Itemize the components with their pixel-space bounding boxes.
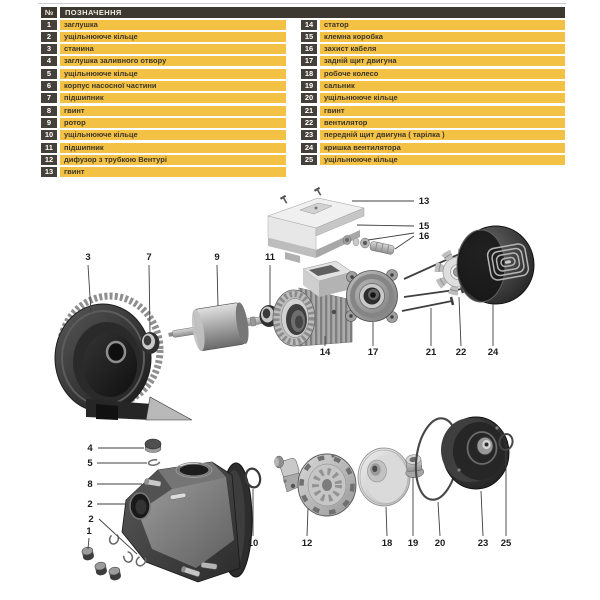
- table-row: [301, 20, 565, 30]
- part-number-cell: 23: [301, 130, 317, 140]
- callout-19: 19: [407, 538, 419, 550]
- part-label-cell: заглушка: [60, 20, 286, 30]
- table-row: [41, 118, 286, 128]
- part-number-cell: 24: [301, 143, 317, 153]
- part-number-cell: 1: [41, 20, 57, 30]
- part-12-diffuser-venturi: [274, 454, 356, 516]
- part-19-seal: [404, 454, 424, 479]
- part-4-fill-plug: [145, 439, 161, 453]
- part-number-cell: 21: [301, 106, 317, 116]
- part-label-cell: робоче колесо: [320, 69, 565, 79]
- table-header-num: №: [41, 7, 57, 18]
- table-row: [301, 93, 565, 103]
- callout-17: 17: [367, 347, 379, 359]
- table-row: [41, 167, 286, 177]
- callout-16: 16: [418, 231, 430, 243]
- table-row: [301, 155, 565, 165]
- part-number-cell: 2: [41, 32, 57, 42]
- part-label-cell: корпус насосної частини: [60, 81, 286, 91]
- table-row: [301, 69, 565, 79]
- callout-24: 24: [487, 347, 499, 359]
- callout-7: 7: [146, 252, 152, 264]
- part-9-rotor: [165, 299, 266, 356]
- part-18-impeller: [358, 448, 410, 506]
- table-row: [301, 118, 565, 128]
- exploded-view-diagram: [0, 185, 600, 600]
- part-number-cell: 10: [41, 130, 57, 140]
- part-label-cell: статор: [320, 20, 565, 30]
- table-row: [301, 81, 565, 91]
- part-5-oring: [148, 459, 160, 466]
- part-number-cell: 19: [301, 81, 317, 91]
- part-number-cell: 25: [301, 155, 317, 165]
- part-number-cell: 5: [41, 69, 57, 79]
- cover-screw-icon: [280, 195, 289, 205]
- part-23-front-shield: [441, 417, 509, 489]
- part-number-cell: 14: [301, 20, 317, 30]
- table-row: [301, 56, 565, 66]
- part-number-cell: 7: [41, 93, 57, 103]
- part-number-cell: 22: [301, 118, 317, 128]
- part-number-cell: 15: [301, 32, 317, 42]
- callout-3: 3: [85, 252, 91, 264]
- callout-4: 4: [87, 443, 93, 455]
- table-row: [41, 32, 286, 42]
- part-label-cell: гвинт: [60, 167, 286, 177]
- part-number-cell: 12: [41, 155, 57, 165]
- part-label-cell: клемна коробка: [320, 32, 565, 42]
- part-label-cell: передній щит двигуна ( тарілка ): [320, 130, 565, 140]
- part-label-cell: гвинт: [320, 106, 565, 116]
- callout-25: 25: [500, 538, 512, 550]
- part-number-cell: 3: [41, 44, 57, 54]
- callout-9: 9: [214, 252, 220, 264]
- part-number-cell: 20: [301, 93, 317, 103]
- table-row: [301, 44, 565, 54]
- cover-screw-icon: [314, 187, 323, 197]
- callout-2: 2: [88, 514, 94, 526]
- callout-2: 2: [87, 499, 93, 511]
- table-header-designation: ПОЗНАЧЕННЯ: [60, 7, 565, 18]
- part-7-bearing: [141, 332, 160, 354]
- table-row: [301, 130, 565, 140]
- table-row: [301, 32, 565, 42]
- part-label-cell: кришка вентилятора: [320, 143, 565, 153]
- part-label-cell: ущільнююче кільце: [320, 93, 565, 103]
- table-row: [41, 56, 286, 66]
- part-number-cell: 17: [301, 56, 317, 66]
- part-number-cell: 16: [301, 44, 317, 54]
- part-label-cell: ущільнююче кільце: [60, 69, 286, 79]
- callout-11: 11: [264, 252, 276, 264]
- part-number-cell: 8: [41, 106, 57, 116]
- part-24-fan-cover: [457, 226, 534, 304]
- part-number-cell: 9: [41, 118, 57, 128]
- part-label-cell: задній щит двигуна: [320, 56, 565, 66]
- table-row: [41, 143, 286, 153]
- table-row: [41, 155, 286, 165]
- callout-10: 10: [247, 538, 259, 550]
- part-label-cell: захист кабеля: [320, 44, 565, 54]
- part-number-cell: 4: [41, 56, 57, 66]
- table-row: [41, 130, 286, 140]
- part-1-plugs: [81, 546, 121, 581]
- callout-18: 18: [381, 538, 393, 550]
- callout-20: 20: [434, 538, 446, 550]
- part-label-cell: ротор: [60, 118, 286, 128]
- table-row: [41, 69, 286, 79]
- part-label-cell: підшипник: [60, 93, 286, 103]
- part-16-cable-protector: [343, 236, 395, 255]
- table-row: [41, 93, 286, 103]
- table-row: [301, 106, 565, 116]
- part-label-cell: ущільнююче кільце: [60, 32, 286, 42]
- part-label-cell: заглушка заливного отвору: [60, 56, 286, 66]
- callout-22: 22: [455, 347, 467, 359]
- callout-14: 14: [319, 347, 331, 359]
- callout-15: 15: [418, 221, 430, 233]
- part-label-cell: станина: [60, 44, 286, 54]
- top-divider: [38, 3, 566, 4]
- callout-5: 5: [87, 458, 93, 470]
- part-label-cell: сальник: [320, 81, 565, 91]
- part-label-cell: дифузор з трубкою Вентурі: [60, 155, 286, 165]
- callout-21: 21: [425, 347, 437, 359]
- part-label-cell: підшипник: [60, 143, 286, 153]
- table-row: [41, 44, 286, 54]
- table-row: [301, 143, 565, 153]
- part-label-cell: ущільнююче кільце: [60, 130, 286, 140]
- callout-23: 23: [477, 538, 489, 550]
- table-row: [41, 106, 286, 116]
- callout-1: 1: [86, 526, 92, 538]
- part-17-rear-shield: [346, 270, 398, 323]
- part-3-frame: [55, 296, 192, 420]
- callout-12: 12: [301, 538, 313, 550]
- part-number-cell: 11: [41, 143, 57, 153]
- part-number-cell: 13: [41, 167, 57, 177]
- part-label-cell: вентилятор: [320, 118, 565, 128]
- part-6-pump-casing: [122, 462, 252, 582]
- part-label-cell: ущільнююче кільце: [320, 155, 565, 165]
- part-number-cell: 6: [41, 81, 57, 91]
- part-label-cell: гвинт: [60, 106, 286, 116]
- part-number-cell: 18: [301, 69, 317, 79]
- callout-8: 8: [87, 479, 93, 491]
- table-row: [41, 81, 286, 91]
- part-14-stator: [273, 261, 352, 346]
- table-row: [41, 20, 286, 30]
- callout-13: 13: [418, 196, 430, 208]
